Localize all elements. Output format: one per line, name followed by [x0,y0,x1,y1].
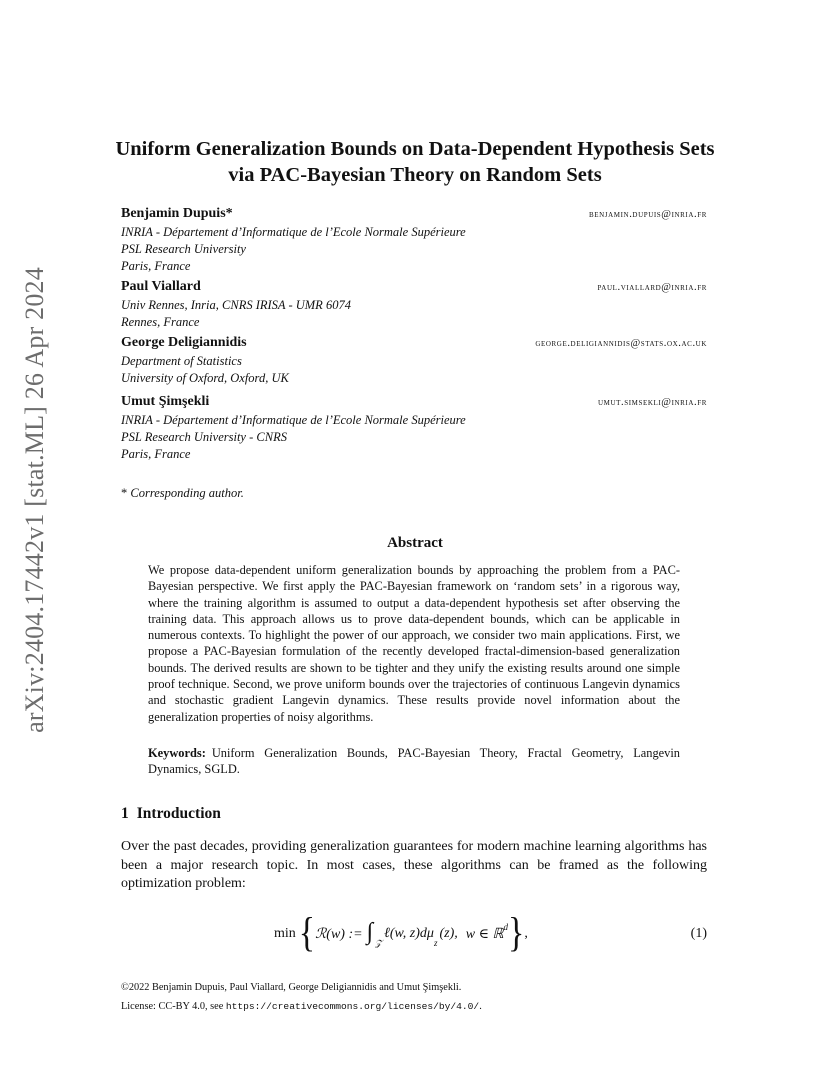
eq-dim: d [503,922,509,932]
corresponding-author-note [121,486,244,501]
license-suffix: . [479,1001,482,1012]
license-notice [121,1001,482,1012]
keywords-label: Keywords: [148,746,206,760]
author-email[interactable]: umut.simsekli@inria.fr [597,397,707,408]
eq-measure-sub: z [433,938,438,948]
section-heading [121,805,221,823]
author-name: Benjamin Dupuis* [121,206,233,221]
author-block [121,335,707,387]
affiliation-line: PSL Research University - CNRS [121,430,287,445]
corresponding-mark: * [121,486,128,500]
copyright-notice: ©2022 Benjamin Dupuis, Paul Viallard, George Deligiannidis and Umut Şimşekli. [121,982,462,993]
left-brace-icon: { [298,911,316,956]
abstract-heading: Abstract [387,535,443,551]
author-block [121,279,707,331]
affiliation-line: INRIA - Département d’Informatique de l’Ecole Normale Supérieure [121,225,466,239]
eq-domain: 𝒵 [375,937,382,948]
author-email[interactable]: paul.viallard@inria.fr [597,282,707,293]
eq-integral: ∫ [366,918,374,945]
license-prefix: License: CC-BY 4.0, see [121,1001,224,1012]
affiliation-line: Univ Rennes, Inria, CNRS IRISA - UMR 6074 [121,298,351,312]
section-title: Introduction [136,805,221,822]
author-name: Paul Viallard [121,279,201,294]
eq-constraint: w ∈ ℝ [465,926,504,942]
affiliation-line: Paris, France [121,259,191,274]
affiliation-line: PSL Research University [121,242,246,257]
license-link[interactable]: https://creativecommons.org/licenses/by/4.0/ [225,1001,480,1012]
paper-title: Uniform Generalization Bounds on Data-Dependent Hypothesis Sets via PAC-Bayesian Theory on Random Sets [115,138,715,186]
author-name: George Deligiannidis [121,335,247,350]
equation-number: (1) [690,926,707,941]
eq-lhs: ℛ(w) := [315,926,363,942]
author-name: Umut Şimşekli [121,394,210,409]
keywords-text: Uniform Generalization Bounds, PAC-Bayesian Theory, Fractal Geometry, Langevin Dynamics, SGLD. [148,746,680,777]
right-brace-icon: } [508,911,525,956]
corresponding-text: Corresponding author. [130,486,244,500]
affiliation-line: Department of Statistics [121,354,242,368]
affiliation-line: INRIA - Département d’Informatique de l’Ecole Normale Supérieure [121,413,466,427]
affiliation-line: University of Oxford, Oxford, UK [121,371,289,386]
equation-body [274,912,528,956]
author-email[interactable]: benjamin.dupuis@inria.fr [589,209,707,220]
author-block [121,206,707,276]
arxiv-identifier-text: arXiv:2404.17442v1 [stat.ML] 26 Apr 2024 [20,267,49,733]
eq-trail: , [524,926,528,941]
arxiv-margin-identifier [17,250,53,750]
author-email[interactable]: george.deligiannidis@stats.ox.ac.uk [535,338,707,349]
intro-paragraph: Over the past decades, providing generalization guarantees for modern machine learning algorithms has been a major research topic. In most cases, these algorithms can be framed as the following optimization problem: [121,839,707,892]
abstract-text: We propose data-dependent uniform generalization bounds by approaching the problem from a PAC-Bayesian perspective. We first apply the PAC-Bayesian framework on ‘random sets’ in a rigorous way, where the training algorithm is assumed to output a data-dependent hypothesis set after observing the training data. This approach allows us to prove data-dependent bounds, which can be applicable in numerous contexts. To highlight the power of our approach, we consider two main applications. First, we propose a PAC-Bayesian formulation of the recently developed fractal-dimension-based generalization bounds. The derived results are shown to be tighter and they unify the existing results around one simple proof technique. Second, we prove uniform bounds over the trajectories of continuous Langevin dynamics and stochastic gradient Langevin dynamics. These results provide novel information about the generalization properties of noisy algorithms. [148,563,680,724]
keywords [148,745,680,778]
affiliation-line: Paris, France [121,447,191,462]
author-block [121,394,707,464]
eq-min: min [274,926,296,941]
eq-arg: (z), [439,926,458,941]
eq-integrand: ℓ(w, z)dμ [384,926,434,941]
affiliation-line: Rennes, France [121,315,200,330]
section-number: 1 [121,805,129,822]
equation-1 [121,908,707,958]
